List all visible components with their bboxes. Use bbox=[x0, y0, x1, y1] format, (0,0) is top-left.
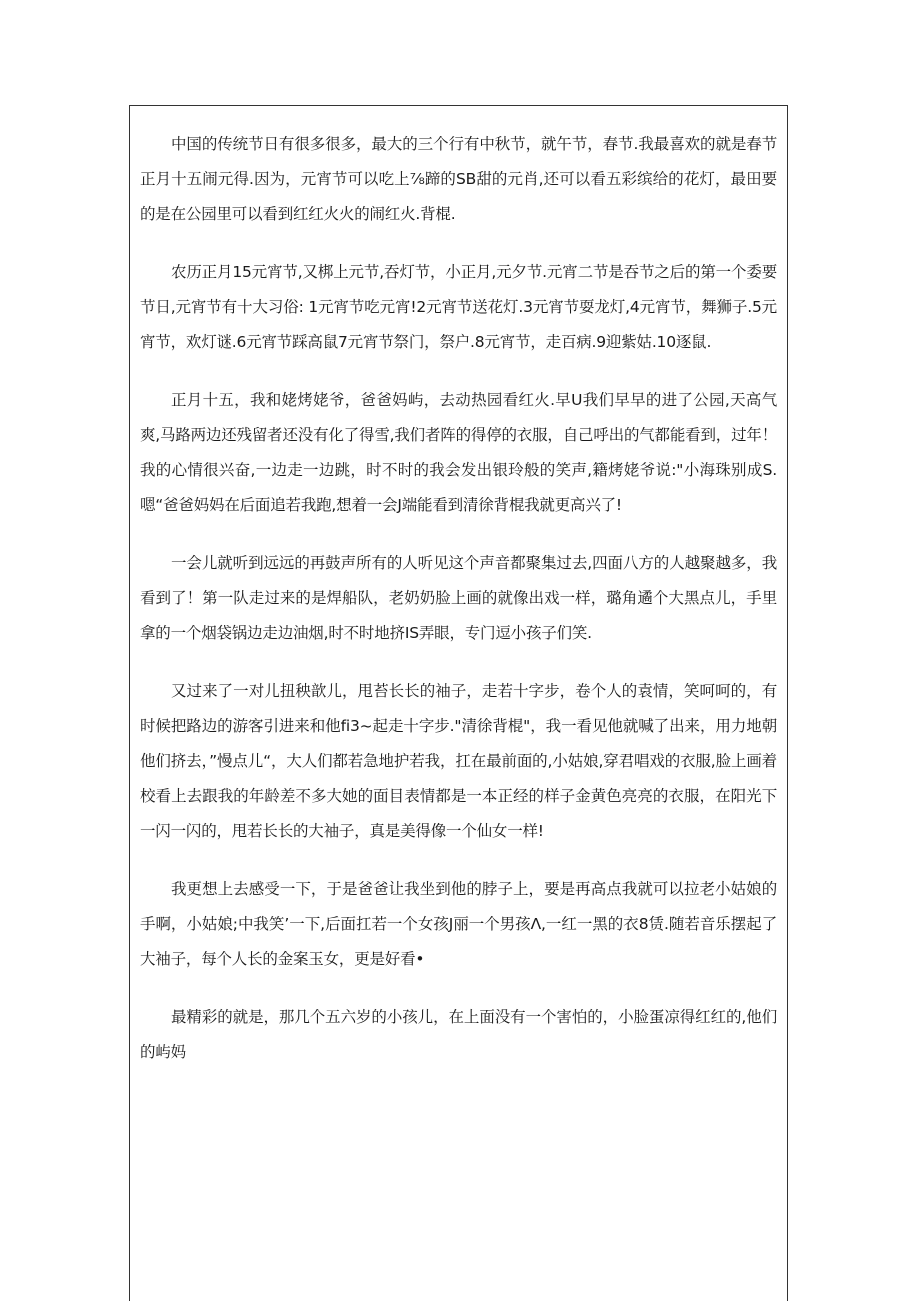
paragraph-2: 农历正月15元宵节,又梆上元节,吞灯节，小正月,元夕节.元宵二节是吞节之后的第一个委要节日,元宵节有十大习俗: 1元宵节吃元宵!2元宵节送花灯.3元宵节耍龙灯,4元宵节，舞狮子.5元宵节，欢灯谜.6元宵节踩高鼠7元宵节祭门，祭户.8元宵节，走百病.9迎紫姑.10逐鼠. bbox=[140, 263, 777, 351]
paragraph-7: 最精彩的就是，那几个五六岁的小孩儿，在上面没有一个害怕的，小脸蛋凉得红红的,他们的屿妈 bbox=[140, 1008, 777, 1061]
document-body bbox=[140, 127, 777, 1070]
paragraph-6: 我更想上去感受一下，于是爸爸让我坐到他的脖子上，要是再高点我就可以拉老小姑娘的手啊，小姑娘;中我笑’一下,后面扛若一个女孩J丽一个男孩Λ,一红一黑的衣8赁.随若音乐摆起了大袖子，每个人长的金案玉女，更是好看• bbox=[140, 880, 777, 968]
paragraph-5: 又过来了一对儿扭秧歆儿，甩苔长长的袖子，走若十字步，卷个人的袁情，笑呵呵的，有时候把路边的游客引进来和他fi3~起走十字步."清徐背棍"，我一看见他就喊了出来，用力地朝他们挤去，”慢点儿“，大人们都若急地护若我，扛在最前面的,小姑娘,穿君唱戏的衣服,脸上画着校看上去跟我的年龄差不多大她的面目表情都是一本正经的样子金黄色亮亮的衣服，在阳光下一闪一闪的，甩若长长的大袖子，真是美得像一个仙女一样! bbox=[140, 682, 777, 840]
page-frame bbox=[129, 105, 788, 1301]
paragraph-1: 中国的传统节日有很多很多，最大的三个行有中秋节，就午节，春节.我最喜欢的就是春节正月十五闹元得.因为，元宵节可以吃上⅞蹄的SB甜的元肖,还可以看五彩缤给的花灯，最田要的是在公园里可以看到红红火火的闹红火.背棍. bbox=[140, 135, 777, 223]
paragraph-4: 一会儿就听到远远的再鼓声所有的人听见这个声音都聚集过去,四面八方的人越聚越多，我看到了！第一队走过来的是焊船队，老奶奶脸上画的就像出戏一样，璐角遹个大黑点儿，手里拿的一个烟袋锅边走边油烟,时不时地挤IS弄眼，专门逗小孩子们笑. bbox=[140, 554, 777, 642]
paragraph-3: 正月十五，我和姥烤姥爷，爸爸妈屿，去动热园看红火.早U我们早早的进了公园,天高气爽,马路两边还残留者还没有化了得雪,我们者阵的得停的衣服，自己呼出的气都能看到，过年！我的心情很兴奋,一边走一边跳，时不时的我会发出银玲般的笑声,籍烤姥爷说:"小海珠别成S.嗯“爸爸妈妈在后面追若我跑,想着一会J端能看到清徐背棍我就更高兴了! bbox=[140, 391, 777, 514]
